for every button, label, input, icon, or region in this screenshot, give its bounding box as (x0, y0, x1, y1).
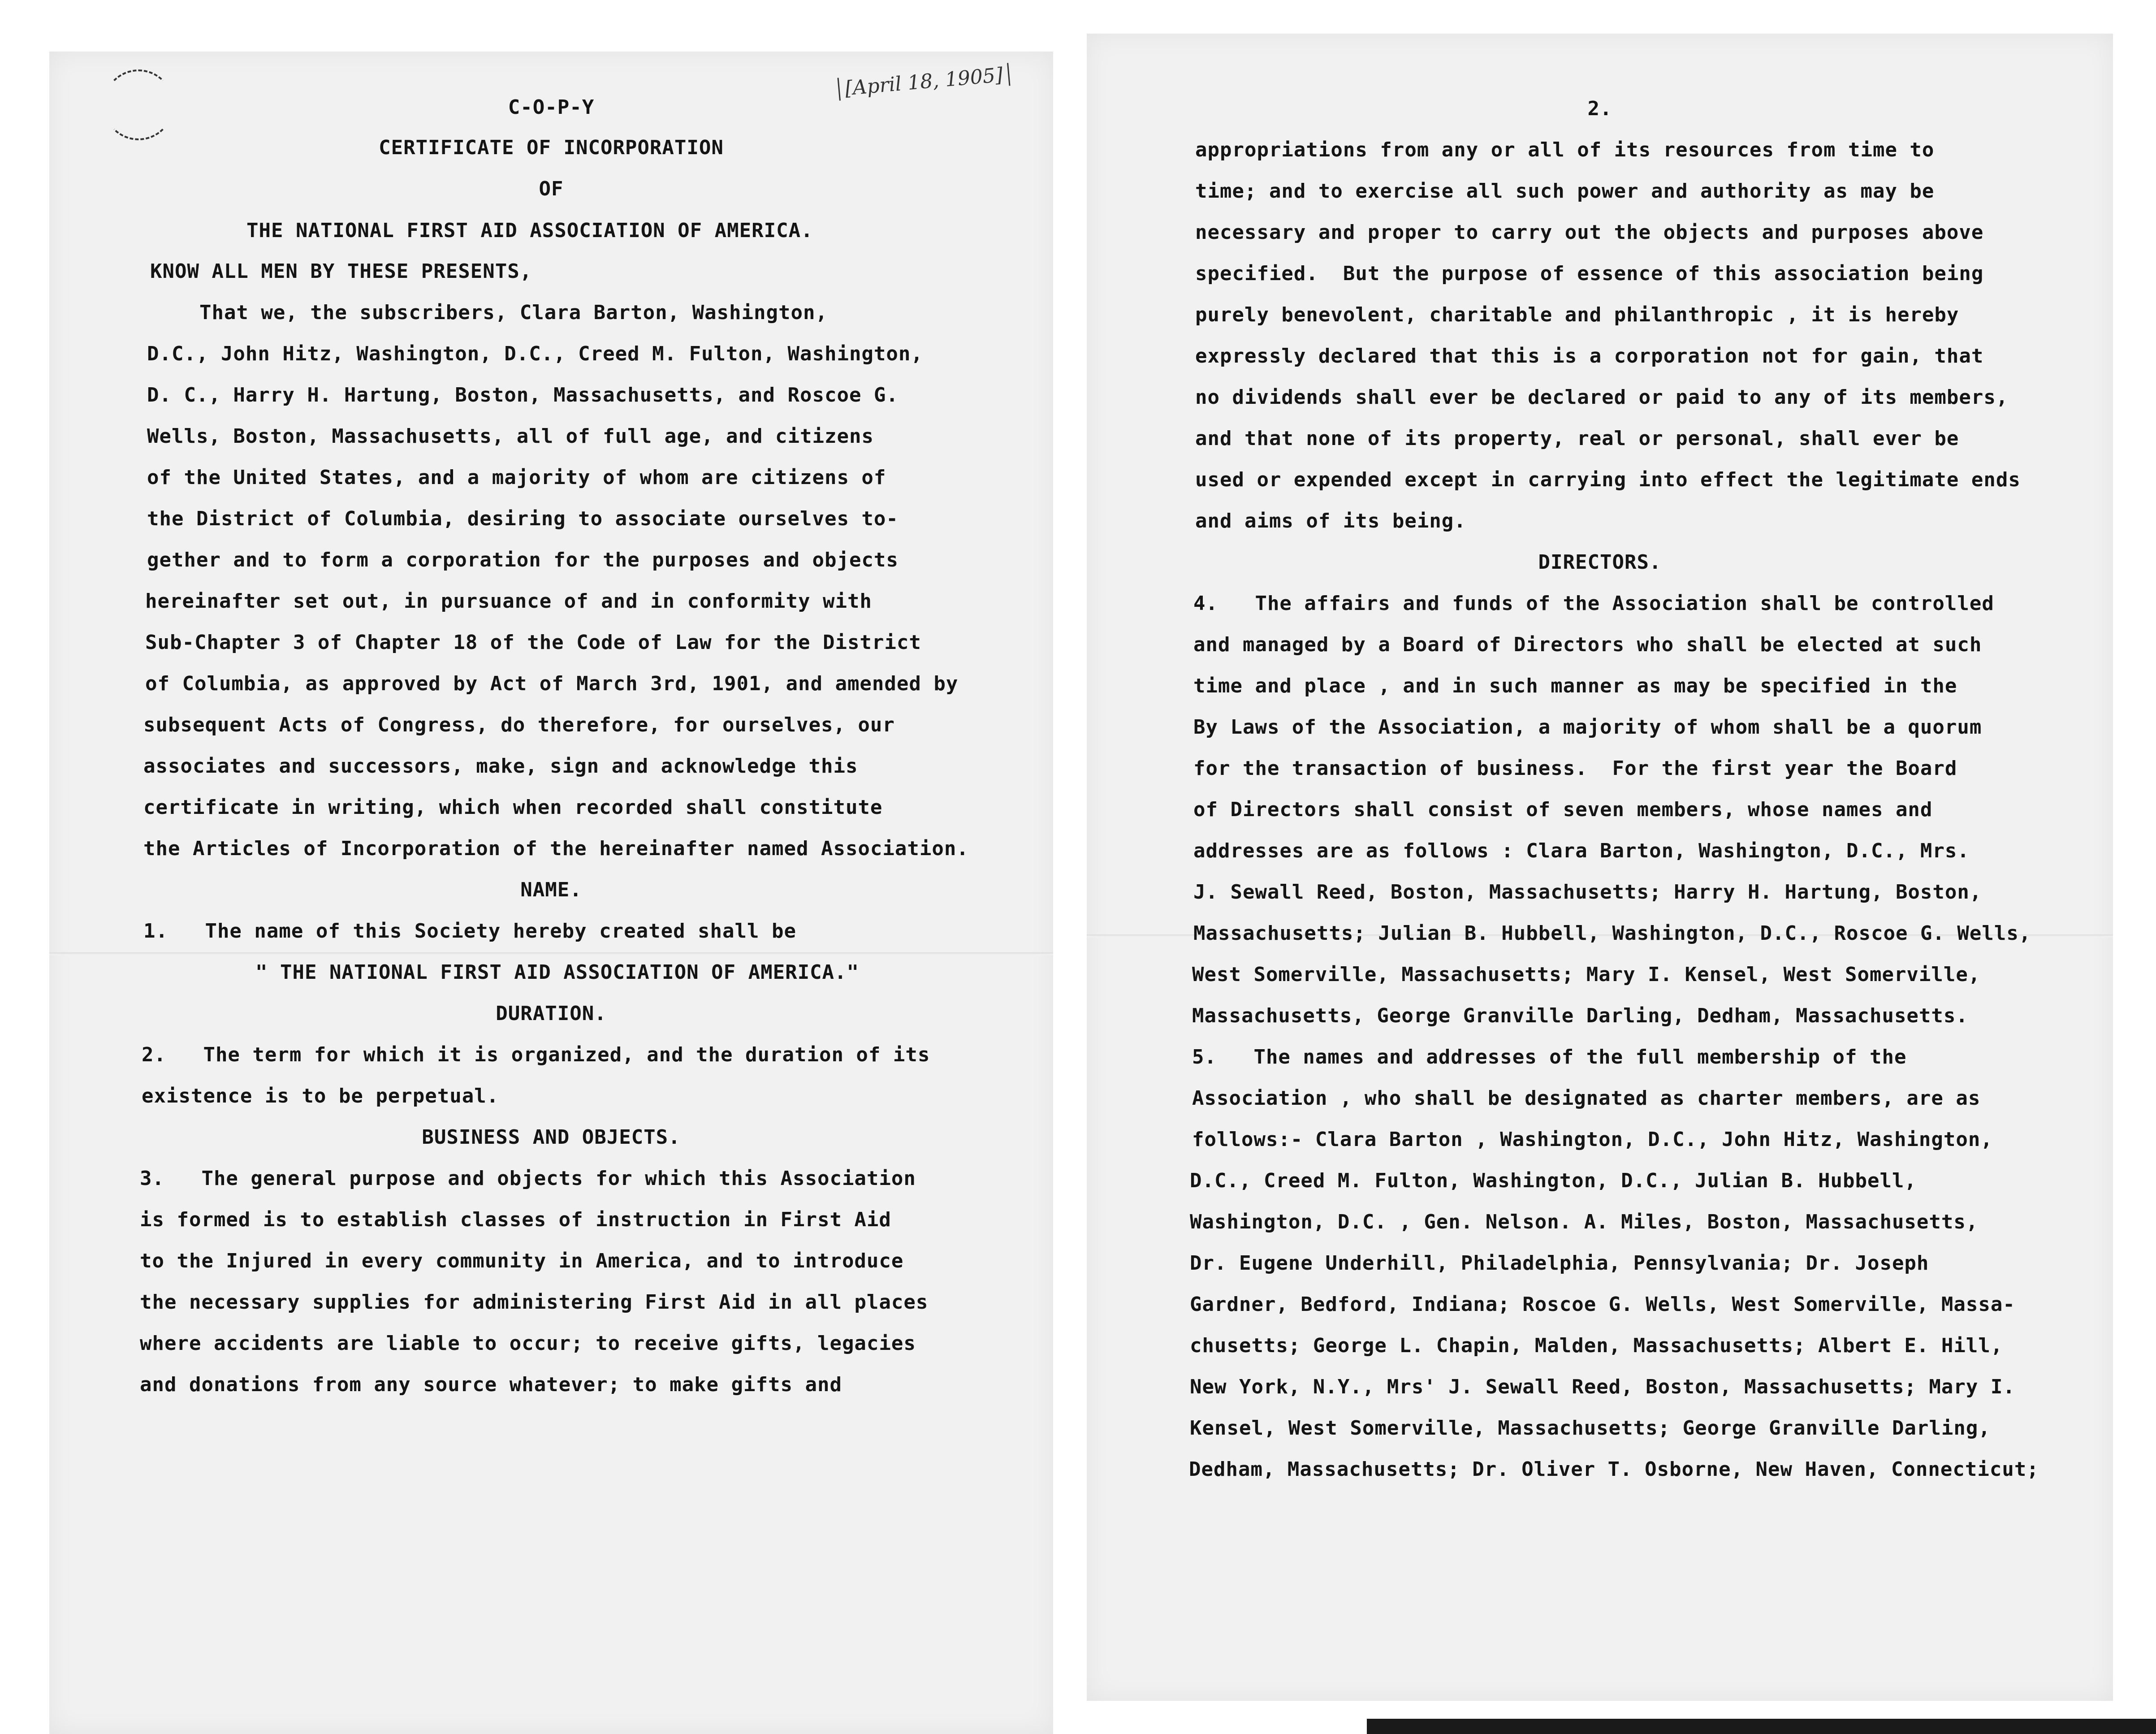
association-name-quote: " THE NATIONAL FIRST AID ASSOCIATION OF AMERICA." (255, 961, 860, 984)
body-line: subsequent Acts of Congress, do therefore, for ourselves, our (143, 713, 895, 736)
document-page-1 (49, 52, 1053, 1734)
section-heading-directors: DIRECTORS. (1538, 551, 1662, 574)
body-line: time and place , and in such manner as may be specified in the (1193, 675, 1957, 697)
scan-edge-strip (1367, 1719, 2156, 1734)
body-line: appropriations from any or all of its resources from time to (1195, 138, 1935, 161)
body-line: hereinafter set out, in pursuance of and in conformity with (145, 590, 872, 613)
body-line: and managed by a Board of Directors who shall be elected at such (1193, 633, 1982, 656)
body-line: of Columbia, as approved by Act of March 3rd, 1901, and amended by (145, 672, 959, 695)
body-line: the Articles of Incorporation of the hereinafter named Association. (143, 837, 969, 860)
copy-heading: C-O-P-Y (508, 96, 595, 119)
body-line: 2. The term for which it is organized, and the duration of its (142, 1043, 930, 1066)
body-line: Washington, D.C. , Gen. Nelson. A. Miles, Boston, Massachusetts, (1190, 1211, 1979, 1233)
document-page-2 (1087, 34, 2113, 1701)
date-annotation: [April 18, 1905] (838, 63, 1011, 100)
body-line: By Laws of the Association, a majority of whom shall be a quorum (1193, 716, 1982, 739)
body-line: expressly declared that this is a corporation not for gain, that (1195, 345, 1984, 368)
body-line: certificate in writing, which when recorded shall constitute (143, 796, 883, 819)
body-line: and that none of its property, real or personal, shall ever be (1195, 427, 1959, 450)
body-line: Sub-Chapter 3 of Chapter 18 of the Code of Law for the District (145, 631, 921, 654)
body-line: 3. The general purpose and objects for which this Association (140, 1167, 916, 1190)
body-line: Association , who shall be designated as charter members, are as (1192, 1087, 1981, 1110)
body-line: 5. The names and addresses of the full membership of the (1192, 1046, 1907, 1068)
body-line: Massachusetts; Julian B. Hubbell, Washington, D.C., Roscoe G. Wells, (1193, 922, 2031, 945)
body-line: West Somerville, Massachusetts; Mary I. Kensel, West Somerville, (1192, 963, 1981, 986)
body-line: That we, the subscribers, Clara Barton, Washington, (150, 301, 828, 324)
section-heading-name: NAME. (520, 878, 582, 901)
body-line: Kensel, West Somerville, Massachusetts; George Granville Darling, (1190, 1417, 1991, 1440)
body-line: the necessary supplies for administering First Aid in all places (140, 1291, 929, 1314)
body-line: existence is to be perpetual. (142, 1085, 499, 1107)
body-line: Dedham, Massachusetts; Dr. Oliver T. Osborne, New Haven, Connecticut; (1189, 1458, 2039, 1481)
body-line: D.C., John Hitz, Washington, D.C., Creed M. Fulton, Washington, (147, 342, 923, 365)
title-of: OF (539, 177, 564, 200)
section-heading-duration: DURATION. (496, 1002, 607, 1025)
body-line: Massachusetts, George Granville Darling, Dedham, Massachusetts. (1192, 1004, 1968, 1027)
body-line: where accidents are liable to occur; to receive gifts, legacies (140, 1332, 916, 1355)
association-title: THE NATIONAL FIRST AID ASSOCIATION OF AMERICA. (246, 219, 813, 242)
body-line: Dr. Eugene Underhill, Philadelphia, Pennsylvania; Dr. Joseph (1190, 1252, 1929, 1275)
body-line: the District of Columbia, desiring to associate ourselves to- (147, 507, 899, 530)
certificate-title: CERTIFICATE OF INCORPORATION (379, 136, 724, 159)
body-line: J. Sewall Reed, Boston, Massachusetts; Harry H. Hartung, Boston, (1193, 881, 1982, 904)
body-line: associates and successors, make, sign and acknowledge this (143, 755, 858, 778)
body-line: time; and to exercise all such power and authority as may be (1195, 180, 1935, 203)
body-line: follows:- Clara Barton , Washington, D.C., John Hitz, Washington, (1192, 1128, 1993, 1151)
body-line: KNOW ALL MEN BY THESE PRESENTS, (150, 260, 532, 283)
body-line: of Directors shall consist of seven members, whose names and (1193, 798, 1933, 821)
body-line: no dividends shall ever be declared or paid to any of its members, (1195, 386, 2009, 409)
body-line: New York, N.Y., Mrs' J. Sewall Reed, Boston, Massachusetts; Mary I. (1190, 1375, 2015, 1398)
body-line: and donations from any source whatever; to make gifts and (140, 1373, 842, 1396)
body-line: specified. But the purpose of essence of this association being (1195, 262, 1984, 285)
body-line: chusetts; George L. Chapin, Malden, Massachusetts; Albert E. Hill, (1190, 1334, 2003, 1357)
body-line: necessary and proper to carry out the objects and purposes above (1195, 221, 1984, 244)
body-line: of the United States, and a majority of whom are citizens of (147, 466, 886, 489)
body-line: 1. The name of this Society hereby created shall be (143, 920, 796, 943)
body-line: is formed is to establish classes of instruction in First Aid (140, 1208, 891, 1231)
body-line: 4. The affairs and funds of the Association shall be controlled (1193, 592, 1994, 615)
page-number: 2. (1587, 97, 1612, 120)
page-fold-line (49, 952, 1053, 955)
section-heading-business: BUSINESS AND OBJECTS. (422, 1126, 681, 1149)
body-line: purely benevolent, charitable and philanthropic , it is hereby (1195, 303, 1959, 326)
body-line: D. C., Harry H. Hartung, Boston, Massachusetts, and Roscoe G. (147, 384, 899, 406)
body-line: D.C., Creed M. Fulton, Washington, D.C., Julian B. Hubbell, (1190, 1169, 1917, 1192)
body-line: for the transaction of business. For the first year the Board (1193, 757, 1957, 780)
body-line: Gardner, Bedford, Indiana; Roscoe G. Wells, West Somerville, Massa- (1190, 1293, 2015, 1316)
body-line: used or expended except in carrying into effect the legitimate ends (1195, 468, 2021, 491)
body-line: Wells, Boston, Massachusetts, all of full age, and citizens (147, 425, 874, 448)
body-line: gether and to form a corporation for the purposes and objects (147, 549, 899, 571)
body-line: to the Injured in every community in America, and to introduce (140, 1250, 904, 1272)
body-line: and aims of its being. (1195, 510, 1466, 532)
body-line: addresses are as follows : Clara Barton, Washington, D.C., Mrs. (1193, 839, 1970, 862)
